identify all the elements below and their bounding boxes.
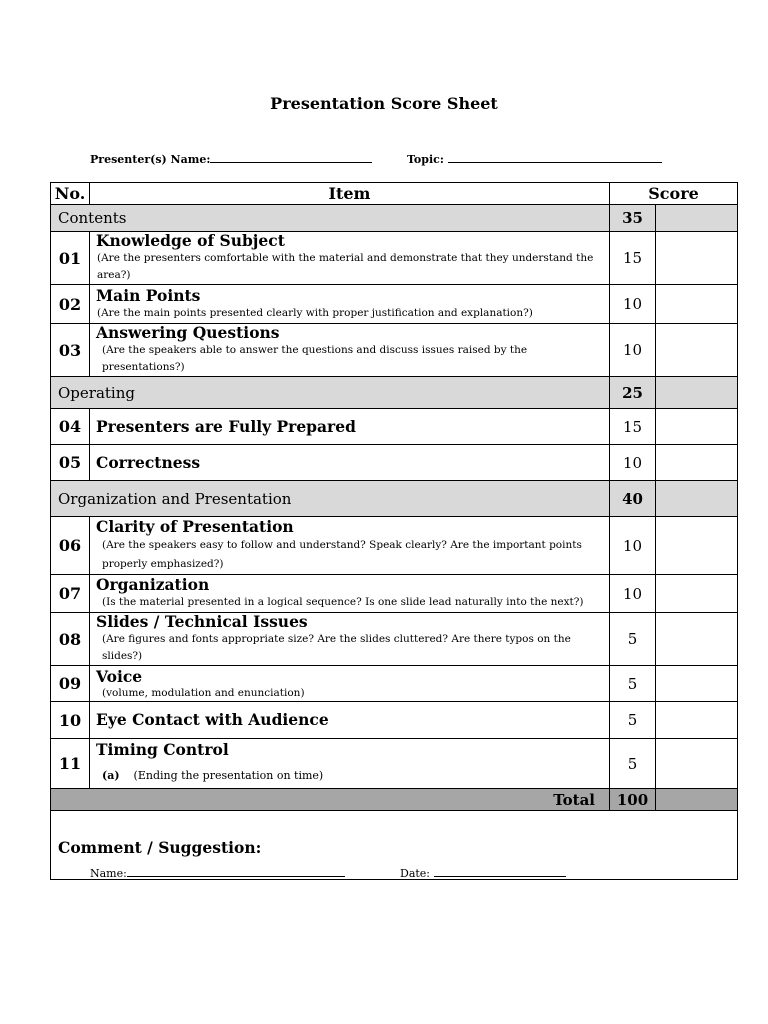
item-number: 10 <box>51 702 90 739</box>
item-name: Presenters are Fully Prepared <box>96 416 356 436</box>
item-number: 03 <box>51 324 90 377</box>
section-row-organization <box>51 481 738 517</box>
date-label: Date: <box>400 867 431 880</box>
date-field[interactable] <box>400 866 566 880</box>
item-points: 15 <box>610 232 656 285</box>
item-cell <box>90 613 610 666</box>
comment-label: Comment / Suggestion: <box>58 838 262 857</box>
table-row <box>51 702 738 739</box>
item-name: Timing Control <box>96 740 229 759</box>
section-score-cell[interactable] <box>656 377 738 409</box>
item-description: (volume, modulation and enunciation) <box>102 686 305 699</box>
table-row <box>51 409 738 445</box>
item-number: 02 <box>51 285 90 324</box>
item-name: Clarity of Presentation <box>96 516 294 536</box>
item-cell <box>90 232 610 285</box>
header-item: Item <box>90 183 610 205</box>
item-cell <box>90 324 610 377</box>
section-points: 35 <box>610 205 656 232</box>
item-cell <box>90 445 610 481</box>
item-points: 5 <box>610 702 656 739</box>
table-row <box>51 666 738 702</box>
item-cell <box>90 409 610 445</box>
table-row <box>51 285 738 324</box>
topic-field[interactable] <box>407 152 662 166</box>
item-cell <box>90 285 610 324</box>
item-points: 5 <box>610 739 656 789</box>
total-row <box>51 789 738 811</box>
presenter-name-field[interactable] <box>90 152 372 166</box>
table-row <box>51 324 738 377</box>
table-row <box>51 613 738 666</box>
section-points: 40 <box>610 481 656 517</box>
item-number: 05 <box>51 445 90 481</box>
score-input-cell[interactable] <box>656 517 738 575</box>
header-no: No. <box>51 183 90 205</box>
item-name: Answering Questions <box>96 323 280 342</box>
table-row <box>51 445 738 481</box>
item-name: Eye Contact with Audience <box>96 710 329 729</box>
total-score-cell[interactable] <box>656 789 738 811</box>
evaluator-name-label: Name: <box>90 867 127 880</box>
item-name: Slides / Technical Issues <box>96 612 308 631</box>
item-number: 04 <box>51 409 90 445</box>
total-points: 100 <box>610 789 656 811</box>
table-row <box>51 739 738 789</box>
item-name: Voice <box>96 666 143 686</box>
score-table <box>50 182 738 880</box>
section-score-cell[interactable] <box>656 481 738 517</box>
item-cell <box>90 666 610 702</box>
item-description: (Ending the presentation on time) <box>133 769 324 782</box>
score-input-cell[interactable] <box>656 285 738 324</box>
item-cell <box>90 517 610 575</box>
item-points: 15 <box>610 409 656 445</box>
table-row <box>51 517 738 575</box>
item-points: 10 <box>610 285 656 324</box>
total-label: Total <box>51 789 610 811</box>
score-input-cell[interactable] <box>656 739 738 789</box>
item-name: Organization <box>96 575 210 594</box>
evaluator-name-line[interactable] <box>127 866 345 877</box>
page-title: Presentation Score Sheet <box>270 94 498 113</box>
item-cell <box>90 575 610 613</box>
item-cell <box>90 702 610 739</box>
section-row-operating <box>51 377 738 409</box>
item-name: Knowledge of Subject <box>96 231 285 250</box>
item-number: 08 <box>51 613 90 666</box>
item-number: 06 <box>51 517 90 575</box>
score-input-cell[interactable] <box>656 702 738 739</box>
item-points: 10 <box>610 445 656 481</box>
table-row <box>51 232 738 285</box>
evaluator-name-field[interactable] <box>90 866 345 880</box>
topic-label: Topic: <box>407 153 444 166</box>
item-number: 09 <box>51 666 90 702</box>
item-number: 01 <box>51 232 90 285</box>
score-input-cell[interactable] <box>656 575 738 613</box>
item-points: 10 <box>610 575 656 613</box>
score-input-cell[interactable] <box>656 445 738 481</box>
item-description: (Are the presenters comfortable with the material and demonstrate that they understand the area?) <box>97 252 594 281</box>
item-description: (Are the main points presented clearly with proper justification and explanation?) <box>97 306 533 319</box>
presenter-name-label: Presenter(s) Name: <box>90 153 211 166</box>
date-line[interactable] <box>434 866 566 877</box>
score-input-cell[interactable] <box>656 409 738 445</box>
item-description: (Are the speakers easy to follow and understand? Speak clearly? Are the important points properly emphasized?) <box>102 538 582 570</box>
score-input-cell[interactable] <box>656 232 738 285</box>
score-input-cell[interactable] <box>656 613 738 666</box>
section-label: Contents <box>51 205 610 232</box>
item-points: 10 <box>610 324 656 377</box>
topic-line[interactable] <box>448 152 662 163</box>
item-number: 11 <box>51 739 90 789</box>
score-input-cell[interactable] <box>656 324 738 377</box>
presenter-name-line[interactable] <box>210 152 372 163</box>
section-points: 25 <box>610 377 656 409</box>
table-header-row <box>51 183 738 205</box>
score-input-cell[interactable] <box>656 666 738 702</box>
section-label: Organization and Presentation <box>51 481 610 517</box>
item-description: (Are figures and fonts appropriate size? Are the slides cluttered? Are there typos on the slides?) <box>102 633 571 662</box>
item-name: Correctness <box>96 452 201 472</box>
item-name: Main Points <box>96 285 201 305</box>
item-points: 5 <box>610 666 656 702</box>
item-points: 10 <box>610 517 656 575</box>
section-score-cell[interactable] <box>656 205 738 232</box>
item-description: (Are the speakers able to answer the questions and discuss issues raised by the presentations?) <box>102 344 528 373</box>
section-label: Operating <box>51 377 610 409</box>
item-points: 5 <box>610 613 656 666</box>
item-description-line <box>96 767 609 784</box>
table-row <box>51 575 738 613</box>
section-row-contents <box>51 205 738 232</box>
item-number: 07 <box>51 575 90 613</box>
item-description: (Is the material presented in a logical sequence? Is one slide lead naturally into the next?) <box>102 596 584 608</box>
item-marker: (a) <box>102 769 120 782</box>
item-cell <box>90 739 610 789</box>
header-score: Score <box>610 183 738 205</box>
